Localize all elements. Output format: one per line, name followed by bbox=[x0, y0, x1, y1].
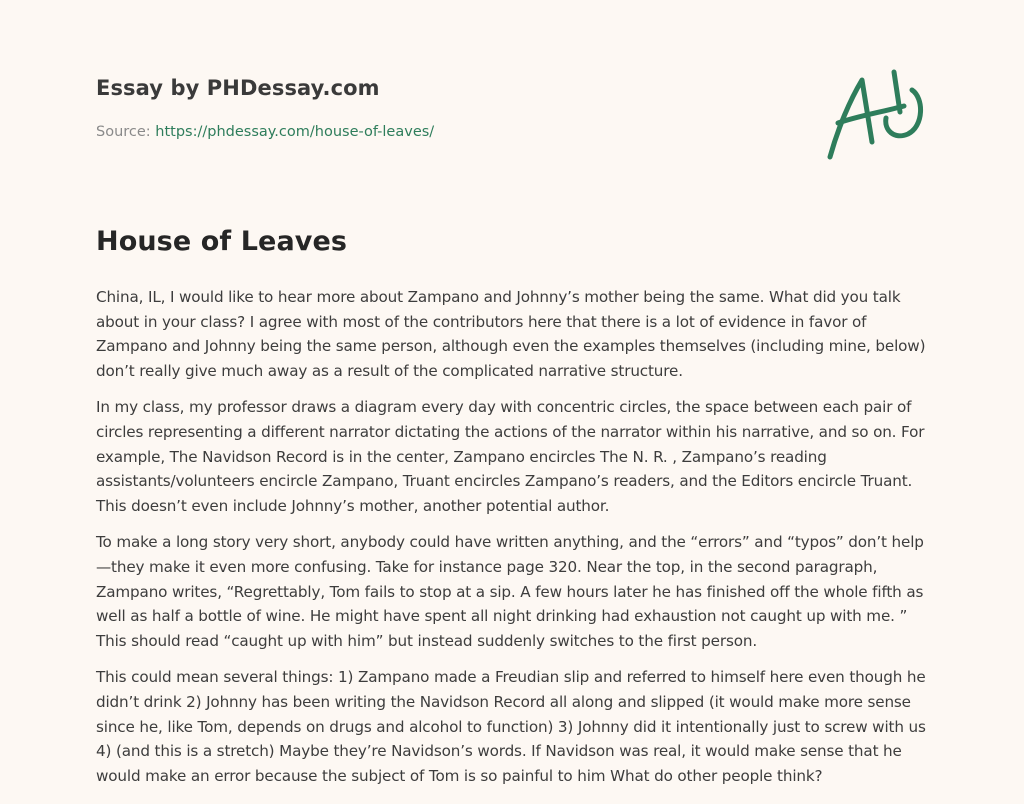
paragraph: To make a long story very short, anybody could have written anything, and the “errors” and “typos” don’t help—they make it even more confusing. Take for instance page 320. Near the top, in the second paragraph, Zampano writes, “Regrettably, Tom fails to stop at a sip. A few hours later he has finished off the whole fifth as well as half a bottle of wine. He might have spent all night drinking had exhaustion not caught up with me. ” This should read “caught up with him” but instead suddenly switches to the first person. bbox=[96, 533, 924, 650]
source-label: Source: bbox=[96, 124, 151, 140]
site-brand: Essay by PHDessay.com bbox=[96, 76, 380, 100]
paragraph: This could mean several things: 1) Zampano made a Freudian slip and referred to himself here even though he didn’t drink 2) Johnny has been writing the Navidson Record all along and slipped (it would make more sense since he, like Tom, depends on drugs and alcohol to function) 3) Johnny did it intentionally just to screw with us 4) (and this is a stretch) Maybe they’re Navidson’s words. If Navidson was real, it would make sense that he would make an error because the subject of Tom is so painful to him What do other people think? bbox=[96, 668, 926, 785]
source-line bbox=[96, 124, 434, 140]
page-title: House of Leaves bbox=[96, 226, 348, 257]
article-body bbox=[96, 285, 932, 800]
paragraph: In my class, my professor draws a diagram every day with concentric circles, the space between each pair of circles representing a different narrator dictating the actions of the narrator within his narrative, and so on. For example, The Navidson Record is in the center, Zampano encircles The N. R. , Zampano’s reading assistants/volunteers encircle Zampano, Truant encircles Zampano’s readers, and the Editors encircle Truant. This doesn’t even include Johnny’s mother, another potential author. bbox=[96, 398, 925, 515]
a-plus-grade-icon bbox=[824, 68, 928, 164]
paragraph: China, IL, I would like to hear more about Zampano and Johnny’s mother being the same. What did you talk about in your class? I agree with most of the contributors here that there is a lot of evidence in favor of Zampano and Johnny being the same person, although even the examples themselves (including mine, below) don’t really give much away as a result of the complicated narrative structure. bbox=[96, 288, 926, 380]
source-link[interactable]: https://phdessay.com/house-of-leaves/ bbox=[155, 124, 435, 140]
